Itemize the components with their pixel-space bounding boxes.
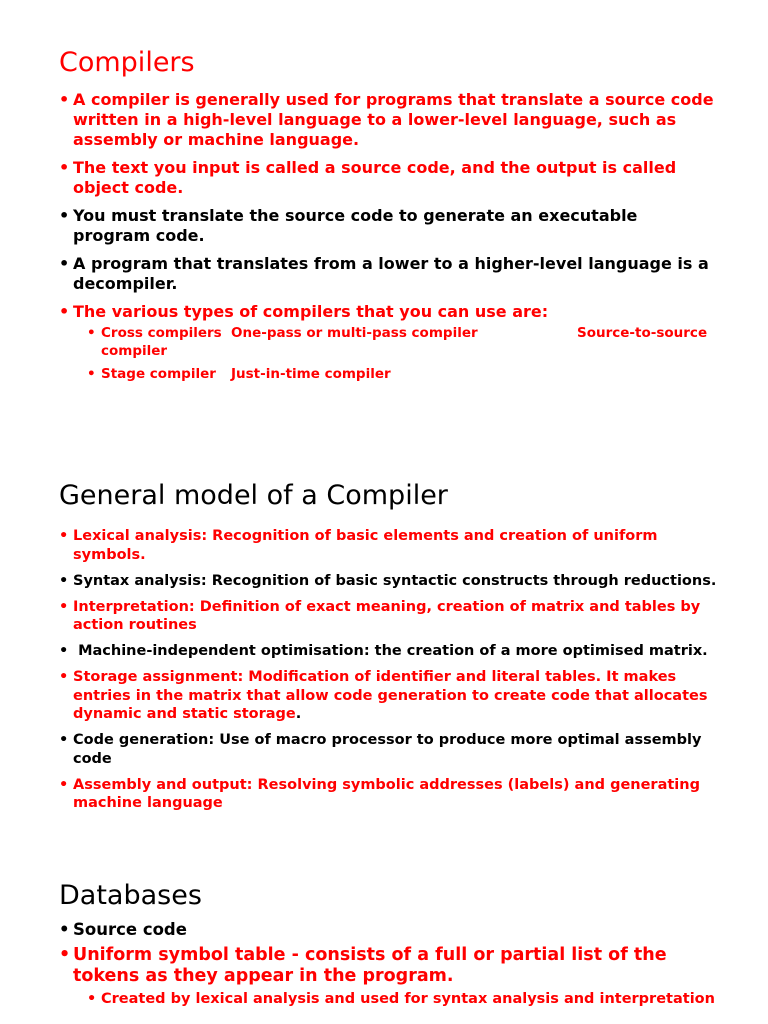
compilers-bullet-source-object: • The text you input is called a source code, and the output is called object code. — [59, 158, 719, 198]
phase-code-generation: • Code generation: Use of macro processor to produce more optimal assembly code — [59, 731, 719, 768]
databases-title: Databases — [59, 880, 202, 911]
phase-interpretation: • Interpretation: Definition of exact meaning, creation of matrix and tables by action routines — [59, 598, 719, 635]
database-source-code: • Source code — [59, 919, 719, 940]
databases-bullet-list — [59, 919, 719, 1008]
general-model-bullet-list — [59, 527, 719, 813]
uniform-symbol-table-usage: • Created by lexical analysis and used for syntax analysis and interpretation — [73, 990, 719, 1008]
phase-assembly-output: • Assembly and output: Resolving symbolic addresses (labels) and generating machine language — [59, 776, 719, 813]
uniform-symbol-table-text: Uniform symbol table - consists of a full or partial list of the tokens as they appear in the program. — [73, 945, 667, 986]
compiler-type-source-to-source: Source-to-source compiler — [101, 325, 708, 359]
database-uniform-symbol-table — [59, 945, 719, 1008]
phase-lexical-analysis: • Lexical analysis: Recognition of basic elements and creation of uniform symbols. — [59, 527, 719, 564]
compilers-title: Compilers — [59, 47, 195, 78]
general-model-section — [59, 479, 719, 820]
compiler-type-one-pass: One-pass or multi-pass compiler — [231, 325, 478, 341]
compilers-bullet-translate: • You must translate the source code to generate an executable program code. — [59, 206, 719, 246]
databases-section — [59, 879, 719, 1014]
phase-optimisation — [59, 642, 719, 661]
uniform-symbol-table-sublist — [73, 990, 719, 1008]
compilers-bullet-decompiler: • A program that translates from a lower to a higher-level language is a decompiler. — [59, 254, 719, 294]
phase-storage-text: Storage assignment: Modification of identifier and literal tables. It makes entries in the matrix that allow code generation to create code that allocates dynamic and static storage — [73, 669, 708, 722]
phase-syntax-analysis: • Syntax analysis: Recognition of basic syntactic constructs through reductions. — [59, 572, 719, 591]
phase-storage-period: . — [295, 706, 302, 722]
compilers-types-heading: The various types of compilers that you can use are: — [73, 302, 549, 321]
phase-storage-assignment — [59, 668, 719, 724]
compilers-section — [59, 46, 719, 392]
compilers-bullet-list — [59, 90, 719, 384]
compiler-type-stage: Stage compiler — [101, 366, 216, 382]
compiler-type-jit: Just-in-time compiler — [231, 366, 391, 382]
compilers-bullet-definition: • A compiler is generally used for programs that translate a source code written in a high-level language to a lower-level language, such as assembly or machine language. — [59, 90, 719, 150]
compiler-type-cross: Cross compilers — [101, 325, 222, 341]
general-model-title: General model of a Compiler — [59, 480, 448, 511]
compiler-types-row — [73, 325, 719, 360]
compiler-types-list — [73, 325, 719, 384]
compilers-bullet-types — [59, 302, 719, 384]
compiler-types-row — [73, 366, 719, 384]
phase-optimisation-text: Machine-independent optimisation: the creation of a more optimised matrix. — [78, 643, 708, 659]
